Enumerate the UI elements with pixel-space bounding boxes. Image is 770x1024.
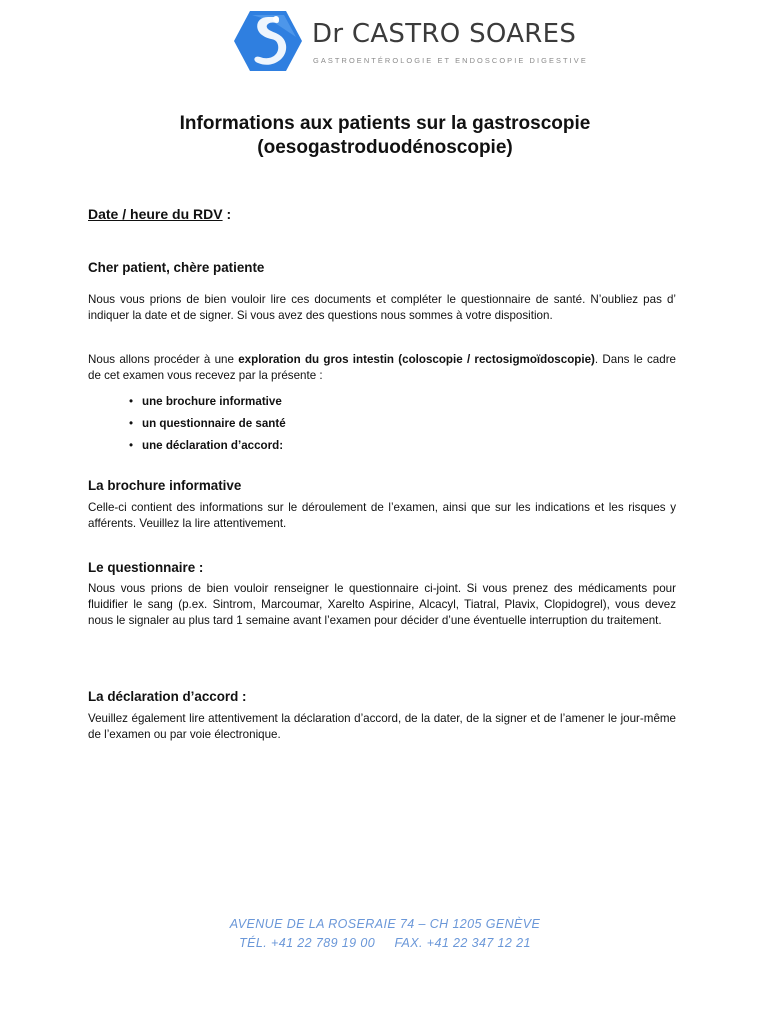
footer-address: AVENUE DE LA ROSERAIE 74 – CH 1205 GENÈVE xyxy=(229,917,541,931)
logo-name: Dr CASTRO SOARES xyxy=(312,19,577,49)
page-subtitle: (oesogastroduodénoscopie) xyxy=(257,137,513,158)
bullet-icon: • xyxy=(129,439,134,452)
page-title: Informations aux patients sur la gastroscopie xyxy=(179,113,591,134)
list-item-label: un questionnaire de santé xyxy=(142,417,286,430)
bullet-icon: • xyxy=(129,417,134,430)
exam-text-before: Nous allons procéder à une xyxy=(88,353,239,366)
list-item-label: une déclaration d’accord: xyxy=(142,439,284,452)
appointment-label: Date / heure du RDV xyxy=(88,206,223,222)
appointment-field xyxy=(88,206,231,222)
exam-text-after: . Dans le cadre de cet examen vous recevez par la présente : xyxy=(88,353,677,382)
footer-phones: TÉL. +41 22 789 19 00 FAX. +41 22 347 12 21 xyxy=(239,936,531,950)
stomach-logo-icon xyxy=(232,7,304,75)
logo-tagline: GASTROENTÉROLOGIE ET ENDOSCOPIE DIGESTIVE xyxy=(313,56,588,65)
greeting: Cher patient, chère patiente xyxy=(88,260,265,275)
brochure-heading: La brochure informative xyxy=(88,478,242,493)
brochure-paragraph: Celle-ci contient des informations sur le déroulement de l’examen, ainsi que sur les indications et les risques y afférents. Veuillez la lire attentivement. xyxy=(88,501,676,530)
questionnaire-paragraph: Nous vous prions de bien vouloir renseigner le questionnaire ci-joint. Si vous prenez des médicaments pour fluidifier le sang (p.ex. Sintrom, Marcoumar, Xarelto Aspirine, Alcacyl, Tiatral, Plavix, Clopidogrel), vous devez nous le signaler au plus tard 1 semaine avant l’examen pour décider d’une éventuelle interruption du traitement. xyxy=(88,582,676,627)
list-item xyxy=(129,437,286,459)
list-item xyxy=(129,415,286,437)
declaration-heading: La déclaration d’accord : xyxy=(88,689,247,704)
documents-list xyxy=(129,393,286,459)
bullet-icon: • xyxy=(129,395,134,408)
questionnaire-heading: Le questionnaire : xyxy=(88,560,204,575)
exam-paragraph xyxy=(88,352,676,384)
exam-text-bold: exploration du gros intestin (coloscopie / rectosigmoïdoscopie) xyxy=(238,353,595,366)
declaration-paragraph: Veuillez également lire attentivement la déclaration d’accord, de la dater, de la signer et de l’amener le jour-même de l’examen ou par voie électronique. xyxy=(88,712,676,741)
clinic-logo xyxy=(232,7,588,75)
appointment-colon: : xyxy=(222,206,232,222)
list-item-label: une brochure informative xyxy=(142,395,282,408)
list-item xyxy=(129,393,286,415)
intro-paragraph: Nous vous prions de bien vouloir lire ces documents et compléter le questionnaire de santé. N’oubliez pas d’ indiquer la date et de signer. Si vous avez des questions nous sommes à votre disposition. xyxy=(88,293,676,322)
